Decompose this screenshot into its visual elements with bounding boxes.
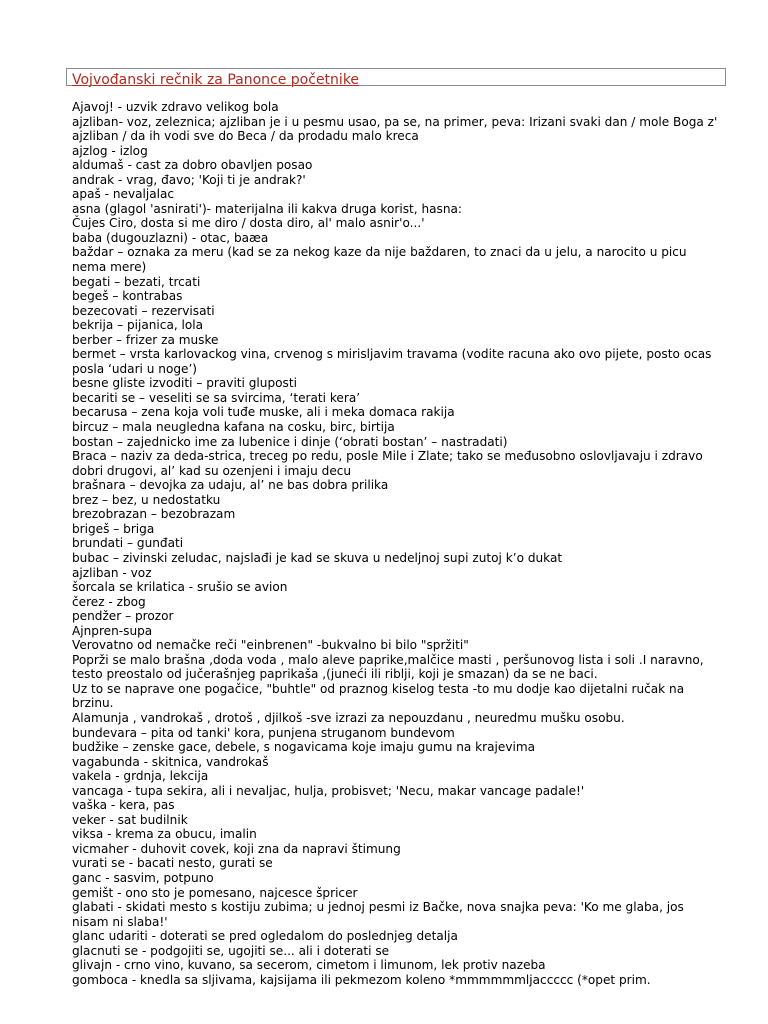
glossary-entry: bundevara – pita od tanki' kora, punjena struganom bundevom: [72, 725, 455, 740]
glossary-entry: brigeš – briga: [72, 521, 155, 536]
glossary-entry: Čujes Ciro, dosta si me diro / dosta diro, al' malo asnir'o...': [72, 216, 425, 231]
glossary-entry: baždar – oznaka za meru (kad se za nekog kaze da nije baždaren, to znaci da u jelu, a narocito u picu nema mere): [72, 245, 687, 275]
glossary-entry: brez – bez, u nedostatku: [72, 492, 221, 507]
glossary-entry: glivajn - crno vino, kuvano, sa secerom, cimetom i limunom, lek protiv nazeba: [72, 958, 546, 973]
glossary-entry: gemišt - ono sto je pomesano, najcesce špricer: [72, 885, 358, 900]
glossary-entry: ajzliban - voz: [72, 565, 152, 580]
glossary-entry: vaška - kera, pas: [72, 798, 175, 813]
glossary-entry: ganc - sasvim, potpuno: [72, 870, 214, 885]
glossary-entry: čerez - zbog: [72, 594, 146, 609]
glossary-entry: gomboca - knedla sa sljivama, kajsijama ili pekmezom koleno *mmmmmmljaccccc (*opet prim.: [72, 972, 651, 987]
glossary-entry: bermet – vrsta karlovackog vina, crvenog s mirisljavim travama (vodite racuna ako ovo pijete, posto ocas posla ‘udari u noge’): [72, 347, 712, 376]
glossary-entry: bekrija – pijanica, lola: [72, 318, 204, 333]
glossary-entry: budžike – zenske gace, debele, s nogavicama koje imaju gumu na krajevima: [72, 740, 536, 755]
glossary-entry: viksa - krema za obucu, imalin: [72, 827, 257, 842]
glossary-entry: Ajavoj! - uzvik zdravo velikog bola: [72, 100, 279, 114]
glossary-entry: pendžer – prozor: [72, 609, 174, 624]
glossary-entry: brezobrazan – bezobrazam: [72, 507, 236, 522]
glossary-entry: asna (glagol 'asnirati')- materijalna ili kakva druga korist, hasna:: [72, 201, 462, 216]
glossary-entry: Ajnpren-supa: [72, 623, 153, 638]
glossary-entry: berber – frizer za muske: [72, 332, 219, 347]
glossary-entry: bezecovati – rezervisati: [72, 303, 215, 318]
glossary-entry: Alamunja , vandrokaš , drotoš , djilkoš -sve izrazi za nepouzdanu , neuredmu mušku osobu.: [72, 710, 625, 725]
document-title: Vojvođanski rečnik za Panonce početnike: [72, 72, 360, 88]
glossary-entry: vurati se - bacati nesto, gurati se: [72, 856, 273, 871]
glossary-entry: šorcala se krilatica - srušio se avion: [72, 580, 288, 595]
title-box: [66, 68, 726, 86]
glossary-entry: vicmaher - duhovit covek, koji zna da napravi štimung: [72, 841, 401, 856]
glossary-entry: ajzliban- voz, zeleznica; ajzliban je i u pesmu usao, pa se, na primer, peva: Irizani svaki dan / mole Boga z' ajzliban / da ih vodi sve do Beca / da prodadu malo kreca: [72, 114, 718, 144]
glossary-entry: ajzlog - izlog: [72, 143, 148, 158]
glossary-entry: Uz to se naprave one pogačice, "buhtle" od praznog kiselog testa -to mu dodje kao dijetalni ručak na brzinu.: [72, 681, 685, 711]
glossary-entry: glacnuti se - podgojiti se, ugojiti se... ali i doterati se: [72, 943, 390, 958]
glossary-entry: Poprži se malo brašna ,doda voda , malo aleve paprike,malčice masti , peršunovog lista i soli .I naravno, testo preostalo od jučerašnjeg paprikaša ,(juneći ili riblji, koji je smazan) da se ne baci.: [72, 652, 704, 682]
glossary-entry: brašnara – devojka za udaju, al’ ne bas dobra prilika: [72, 478, 389, 493]
glossary-entry: brundati – gunđati: [72, 536, 184, 551]
glossary-entry: begati – bezati, trcati: [72, 274, 201, 289]
document-page: [66, 68, 726, 987]
glossary-entry: becariti se – veseliti se sa svircima, ‘terati kera’: [72, 390, 361, 405]
glossary-entry: aldumaš - cast za dobro obavljen posao: [72, 158, 313, 173]
glossary-entry: Braca – naziv za deda-strica, treceg po redu, posle Mile i Zlate; tako se međusobno oslovljavaju i zdravo dobri drugovi, al’ kad su ozenjeni i imaju decu: [72, 449, 703, 478]
glossary-entry: glanc udariti - doterati se pred ogledalom do poslednjeg detalja: [72, 929, 458, 944]
glossary-entry: vancaga - tupa sekira, ali i nevaljac, hulja, probisvet; 'Necu, makar vancage padale!': [72, 783, 585, 798]
glossary-entry: begeš – kontrabas: [72, 289, 183, 304]
glossary-entry: bircuz – mala neugledna kafana na cosku, birc, birtija: [72, 420, 395, 435]
glossary-entry: besne gliste izvoditi – praviti gluposti: [72, 376, 297, 391]
glossary-entry: vakela - grdnja, lekcija: [72, 769, 209, 784]
glossary-entry: Verovatno od nemačke reči "einbrenen" -bukvalno bi bilo "spržiti": [72, 638, 469, 653]
glossary-entry: bostan – zajednicko ime za lubenice i dinje (‘obrati bostan’ – nastradati): [72, 434, 508, 449]
glossary-entry: veker - sat budilnik: [72, 812, 188, 827]
glossary-entries: [66, 100, 720, 987]
glossary-entry: baba (dugouzlazni) - otac, baæa: [72, 230, 269, 245]
glossary-entry: vagabunda - skitnica, vandrokaš: [72, 754, 269, 769]
glossary-entry: glabati - skidati mesto s kostiju zubima; u jednoj pesmi iz Bačke, nova snajka peva: 'Ko me glaba, jos nisam ni slaba!': [72, 900, 684, 929]
glossary-entry: andrak - vrag, đavo; 'Koji ti je andrak?': [72, 172, 306, 187]
glossary-entry: bubac – zivinski zeludac, najslađi je kad se skuva u nedeljnoj supi zutoj k’o dukat: [72, 550, 563, 565]
glossary-entry: becarusa – zena koja voli tuđe muske, ali i meka domaca rakija: [72, 405, 455, 420]
glossary-entry: apaš - nevaljalac: [72, 187, 175, 202]
